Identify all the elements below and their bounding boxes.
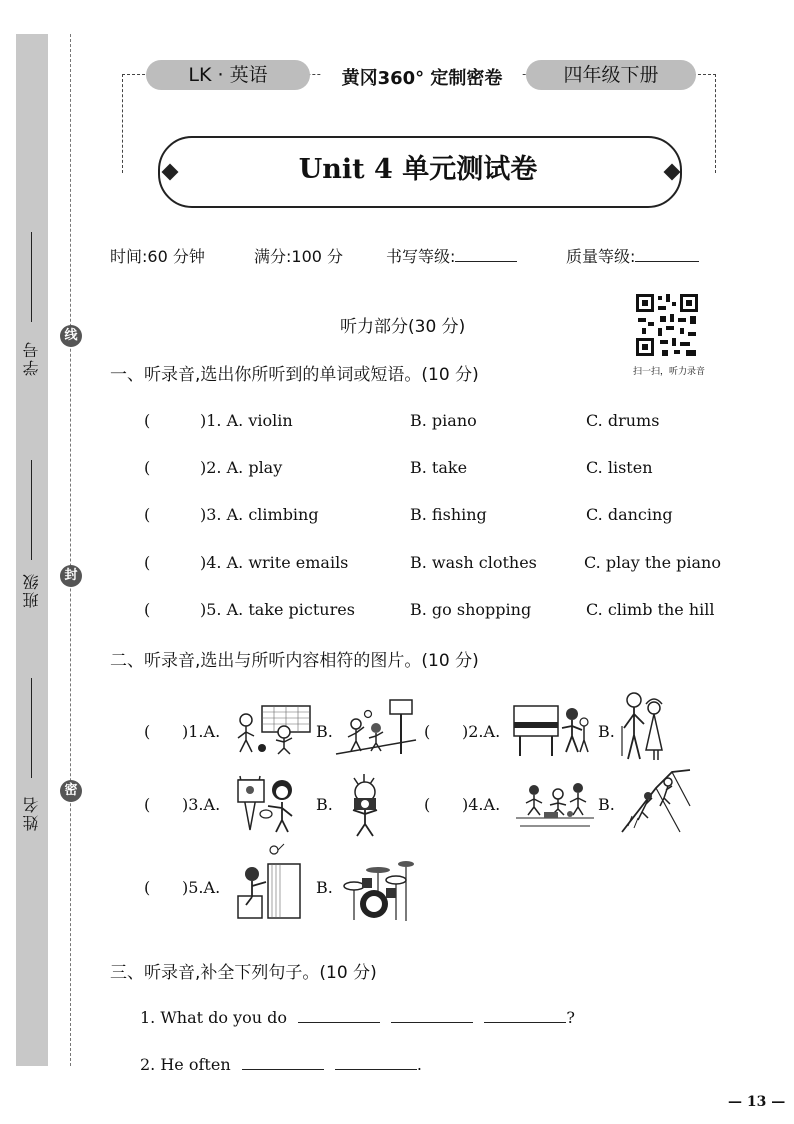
name-label: 姓名 [22, 795, 41, 831]
s1-q4-b: B. wash clothes [410, 553, 537, 572]
seal-xian: 线 [60, 325, 82, 347]
s1-q2-b: B. take [410, 458, 468, 477]
s3-s2-blank1[interactable] [242, 1053, 324, 1070]
boy-taking-pictures-picture [340, 770, 390, 838]
qr-code-icon[interactable] [634, 292, 700, 358]
s2-q2-b: B. [598, 722, 615, 741]
student-id-label: 学号 [22, 340, 41, 376]
seal-mi: 密 [60, 780, 82, 802]
page-title: Unit 4 单元测试卷 [298, 154, 538, 185]
s3-s1-blank2[interactable] [391, 1006, 473, 1023]
s1-q5-c: C. climb the hill [586, 600, 715, 619]
s3-sentence2: 2. He often . [140, 1055, 422, 1074]
s3-s1-blank3[interactable] [484, 1006, 566, 1023]
class-label: 班级 [22, 572, 41, 608]
student-id-line [31, 232, 32, 322]
section2-title: 二、听录音,选出与所听内容相符的图片。(10 分) [110, 651, 479, 671]
s2-q1-a: )1.A. [182, 722, 221, 741]
writing-grade: 书写等级: [386, 244, 517, 267]
grade-pill: 四年级下册 [526, 60, 696, 90]
s1-q5-paren: ( [144, 600, 151, 619]
quality-grade: 质量等级: [566, 244, 699, 267]
s1-q1-paren: ( [144, 411, 151, 430]
s1-q3-b: B. fishing [410, 505, 487, 524]
section1-title: 一、听录音,选出你所听到的单词或短语。(10 分) [110, 365, 479, 385]
s2-q4-a: )4.A. [462, 795, 501, 814]
s2-q2-paren: ( [424, 722, 431, 741]
drum-kit-picture [336, 852, 416, 926]
s2-q4-paren: ( [424, 795, 431, 814]
s1-q5-a: )5. A. take pictures [200, 600, 355, 619]
s3-sentence1: 1. What do you do ? [140, 1008, 575, 1027]
listening-title: 听力部分(30 分) [340, 317, 466, 337]
climbing-hill-picture [620, 766, 692, 834]
page-number: — 13 — [728, 1094, 786, 1110]
s2-q4-b: B. [598, 795, 615, 814]
s1-q4-a: )4. A. write emails [200, 553, 349, 572]
s2-q3-b: B. [316, 795, 333, 814]
binding-strip [16, 34, 48, 1066]
time-info: 时间:60 分钟 [110, 247, 205, 266]
s2-q2-a: )2.A. [462, 722, 501, 741]
s2-q5-a: )5.A. [182, 878, 221, 897]
s2-q5-paren: ( [144, 878, 151, 897]
s2-q3-paren: ( [144, 795, 151, 814]
girl-painting-picture [230, 770, 302, 836]
old-couple-picture [614, 690, 672, 762]
boy-playing-piano-picture [234, 840, 304, 922]
s1-q2-c: C. listen [586, 458, 653, 477]
s1-q4-paren: ( [144, 553, 151, 572]
s2-q5-b: B. [316, 878, 333, 897]
s1-q2-paren: ( [144, 458, 151, 477]
kids-playing-football-picture [232, 702, 314, 756]
s1-q1-b: B. piano [410, 411, 477, 430]
seal-feng: 封 [60, 565, 82, 587]
section3-title: 三、听录音,补全下列句子。(10 分) [110, 963, 377, 983]
s1-q4-c: C. play the piano [584, 553, 721, 572]
s1-q5-b: B. go shopping [410, 600, 532, 619]
s2-q3-a: )3.A. [182, 795, 221, 814]
s1-q3-c: C. dancing [586, 505, 673, 524]
kids-playing-piano-picture [512, 700, 596, 758]
name-line [31, 678, 32, 778]
score-info: 满分:100 分 [254, 247, 344, 266]
cut-line [70, 34, 71, 1066]
kids-at-picnic-picture [514, 776, 596, 832]
subject-pill: LK · 英语 [146, 60, 310, 90]
s3-s1-blank1[interactable] [298, 1006, 380, 1023]
s2-q1-b: B. [316, 722, 333, 741]
s2-q1-paren: ( [144, 722, 151, 741]
s1-q3-paren: ( [144, 505, 151, 524]
class-line [31, 460, 32, 560]
qr-caption: 扫一扫，听力录音 [632, 367, 705, 377]
s1-q1-a: )1. A. violin [200, 411, 293, 430]
kids-playing-basketball-picture [334, 696, 418, 758]
s1-q1-c: C. drums [586, 411, 660, 430]
s3-s2-blank2[interactable] [335, 1053, 417, 1070]
s1-q3-a: )3. A. climbing [200, 505, 319, 524]
s1-q2-a: )2. A. play [200, 458, 283, 477]
brand-text: 黄冈360° 定制密卷 [322, 64, 522, 90]
